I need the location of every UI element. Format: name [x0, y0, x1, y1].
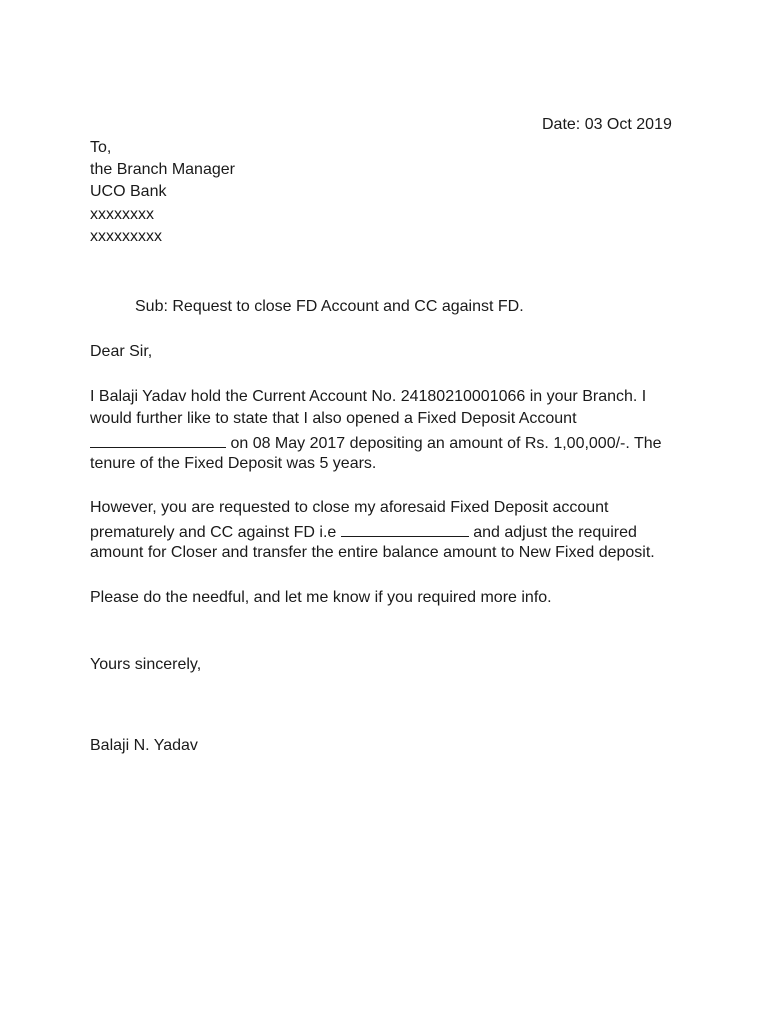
- letter-closing: Yours sincerely,: [90, 656, 202, 673]
- recipient-to: To,: [90, 139, 112, 156]
- cc-account-number-blank: [341, 520, 469, 537]
- letter-date: Date: 03 Oct 2019: [542, 116, 672, 133]
- paragraph-2-line-3: amount for Closer and transfer the entire balance amount to New Fixed deposit.: [90, 544, 655, 561]
- recipient-title: the Branch Manager: [90, 161, 235, 178]
- paragraph-1-line-3: [90, 431, 662, 456]
- paragraph-2-line-1: However, you are requested to close my aforesaid Fixed Deposit account: [90, 499, 609, 516]
- paragraph-1-line-4: tenure of the Fixed Deposit was 5 years.: [90, 455, 377, 472]
- recipient-bank: UCO Bank: [90, 183, 167, 200]
- paragraph-2-line-2: [90, 520, 637, 545]
- paragraph-1-line-1: I Balaji Yadav hold the Current Account No. 24180210001066 in your Branch. I: [90, 388, 647, 405]
- recipient-address-line-2: xxxxxxxxx: [90, 228, 162, 245]
- fd-account-number-blank: [90, 431, 226, 448]
- paragraph-3: Please do the needful, and let me know if you required more info.: [90, 589, 552, 606]
- signature-name: Balaji N. Yadav: [90, 737, 198, 754]
- paragraph-1-line-2: would further like to state that I also opened a Fixed Deposit Account: [90, 410, 577, 427]
- letter-greeting: Dear Sir,: [90, 343, 153, 360]
- letter-subject: Sub: Request to close FD Account and CC against FD.: [135, 298, 524, 315]
- paragraph-2-line-2-start: prematurely and CC against FD i.e: [90, 524, 341, 541]
- paragraph-1-line-3-text: on 08 May 2017 depositing an amount of Rs. 1,00,000/-. The: [226, 435, 662, 452]
- paragraph-2-line-2-end: and adjust the required: [468, 524, 637, 541]
- recipient-address-line-1: xxxxxxxx: [90, 206, 154, 223]
